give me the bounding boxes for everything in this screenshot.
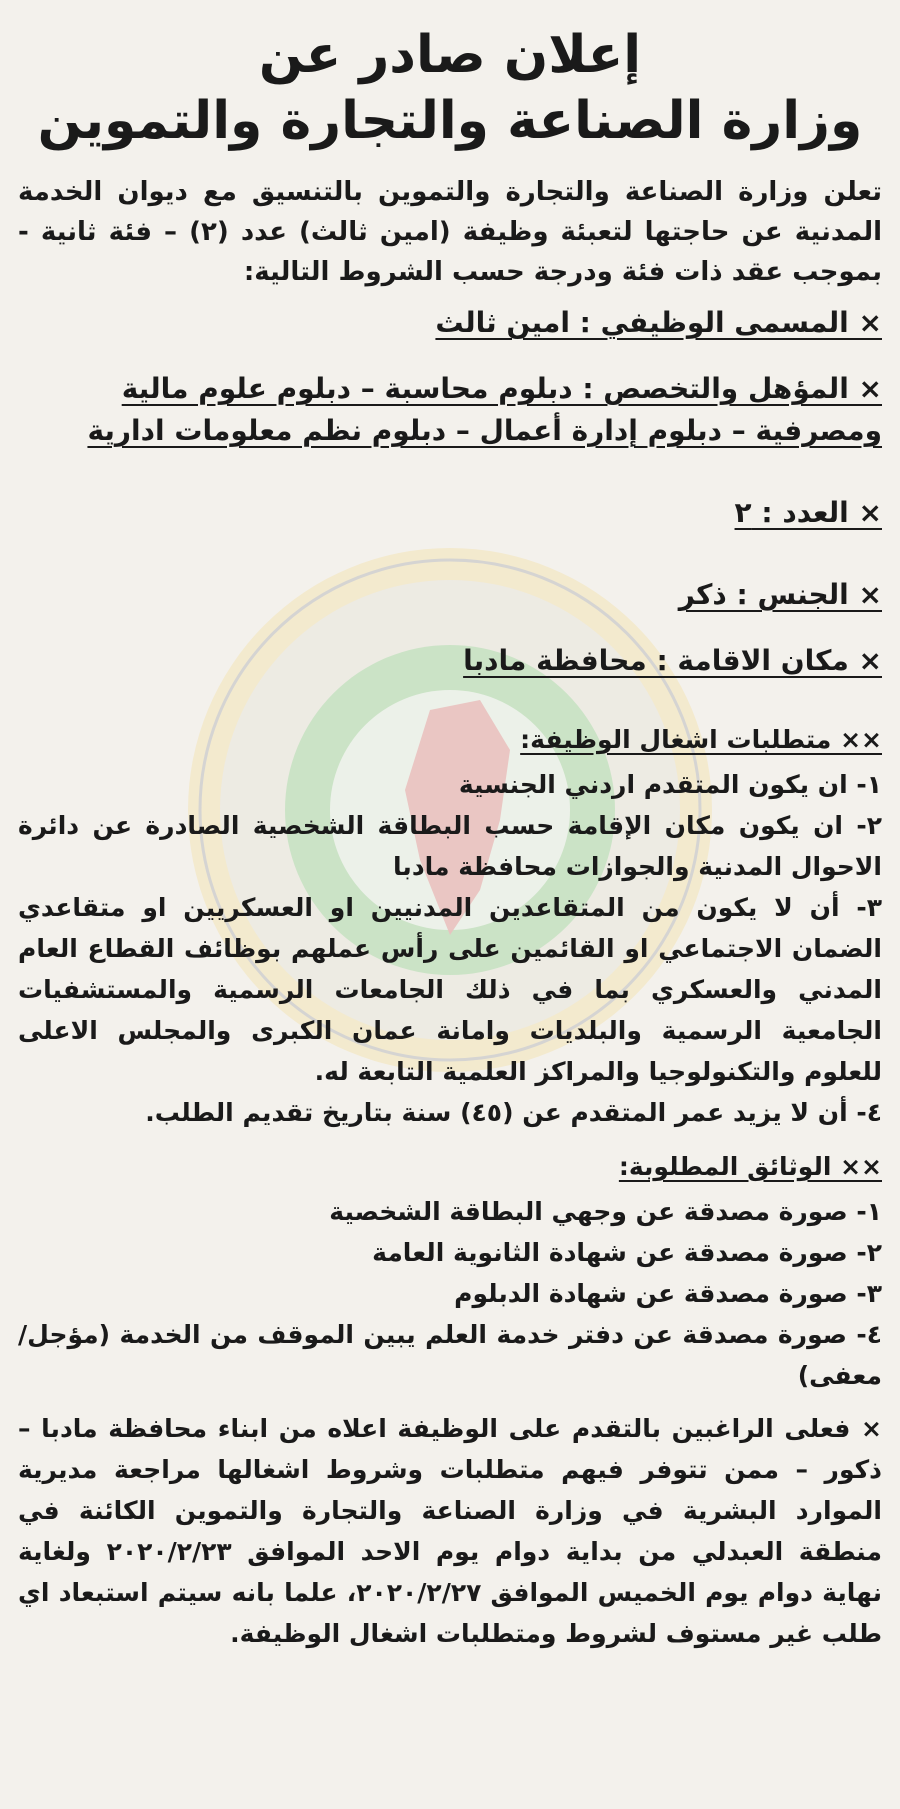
document-item-1: ١- صورة مصدقة عن وجهي البطاقة الشخصية bbox=[329, 1197, 882, 1226]
count-field bbox=[18, 492, 882, 534]
requirement-item-2: ٢- ان يكون مكان الإقامة حسب البطاقة الشخصية الصادرة عن دائرة الاحوال المدنية والجوازات محافظة مادبا bbox=[18, 811, 882, 881]
title-line-1: إعلان صادر عن bbox=[258, 25, 642, 85]
job-title-text: × المسمى الوظيفي : امين ثالث bbox=[435, 306, 882, 339]
document-item-3: ٣- صورة مصدقة عن شهادة الدبلوم bbox=[454, 1279, 882, 1308]
requirements-heading bbox=[18, 720, 882, 760]
intro-paragraph: تعلن وزارة الصناعة والتجارة والتموين بالتنسيق مع ديوان الخدمة المدنية عن حاجتها لتعبئة وظيفة (امين ثالث) عدد (٢) – فئة ثانية - بموجب عقد ذات فئة ودرجة حسب الشروط التالية: bbox=[18, 177, 882, 287]
residence-text: × مكان الاقامة : محافظة مادبا bbox=[463, 644, 882, 677]
documents-heading-text: ×× الوثائق المطلوبة: bbox=[618, 1152, 882, 1181]
qualification-text: × المؤهل والتخصص : دبلوم محاسبة – دبلوم علوم مالية ومصرفية – دبلوم إدارة أعمال – دبلوم نظم معلومات ادارية bbox=[87, 372, 882, 447]
closing-paragraph: × فعلى الراغبين بالتقدم على الوظيفة اعلاه من ابناء محافظة مادبا – ذكور – ممن تتوفر فيهم متطلبات وشروط اشغالها مراجعة مديرية الموارد البشرية في وزارة الصناعة والتجارة والتموين الكائنة في منطقة العبدلي من بداية دوام يوم الاحد الموافق ٢٠٢٠/٢/٢٣ ولغاية نهاية دوام يوم الخميس الموافق ٢٠٢٠/٢/٢٧، علما بانه سيتم استبعاد اي طلب غير مستوف لشروط ومتطلبات اشغال الوظيفة. bbox=[18, 1414, 882, 1648]
residence-field bbox=[18, 640, 882, 682]
requirement-item-3: ٣- أن لا يكون من المتقاعدين المدنيين او العسكريين او متقاعدي الضمان الاجتماعي او القائمين على رأس عملهم بوظائف القطاع العام المدني والعسكري بما في ذلك الجامعات الرسمية والمستشفيات الجامعية الرسمية والبلديات وامانة عمان الكبرى والمجلس الاعلى للعلوم والتكنولوجيا والمراكز العلمية التابعة له. bbox=[18, 893, 882, 1086]
qualification-field bbox=[18, 368, 882, 452]
requirement-item-4: ٤- أن لا يزيد عمر المتقدم عن (٤٥) سنة بتاريخ تقديم الطلب. bbox=[145, 1098, 882, 1127]
job-title-field bbox=[18, 302, 882, 344]
count-text: × العدد : ٢ bbox=[734, 496, 882, 529]
announcement-content bbox=[18, 22, 882, 1654]
title-line-2: وزارة الصناعة والتجارة والتموين bbox=[37, 91, 863, 151]
documents-heading bbox=[18, 1147, 882, 1187]
gender-field bbox=[18, 574, 882, 616]
requirements-heading-text: ×× متطلبات اشغال الوظيفة: bbox=[520, 725, 882, 754]
requirement-item-1: ١- ان يكون المتقدم اردني الجنسية bbox=[458, 770, 882, 799]
document-item-2: ٢- صورة مصدقة عن شهادة الثانوية العامة bbox=[372, 1238, 882, 1267]
document-item-4: ٤- صورة مصدقة عن دفتر خدمة العلم يبين الموقف من الخدمة (مؤجل/معفى) bbox=[18, 1320, 882, 1390]
gender-text: × الجنس : ذكر bbox=[678, 578, 882, 611]
